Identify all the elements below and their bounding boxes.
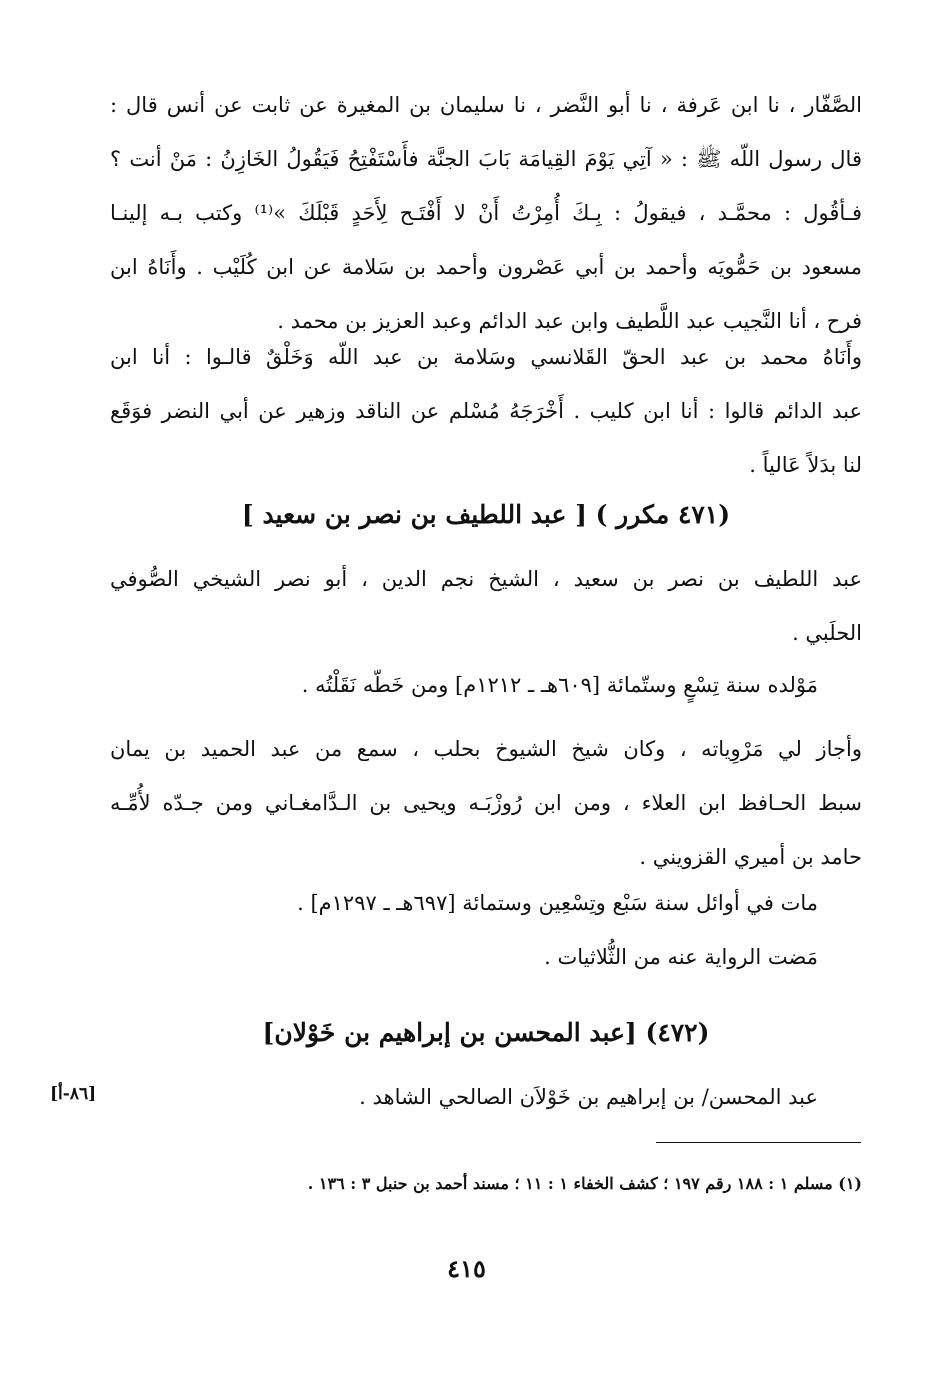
text-line: لنا بدَلاً عَالياً .: [749, 453, 862, 477]
page-number: ٤١٥: [447, 1254, 486, 1283]
text-line: عبد الدائم قالوا : أنا ابن كليب . أَخْرَجَهُ مُسْلم عن الناقد وزهير عن أبي النضر فوَقَع: [110, 399, 862, 423]
footnote: (١) مسلم ١ : ١٨٨ رقم ١٩٧ ؛ كشف الخفاء ١ : ١١ ؛ مسند أحمد بن حنبل ٣ : ١٣٦ .: [307, 1174, 862, 1193]
text-line: الصَّفّار ، نا ابن عَرفة ، نا أبو النَّضر ، نا سليمان بن المغيرة عن ثابت عن أنس قال :: [110, 93, 862, 117]
text-line: فـأقُول : محمَّـد ، فيقولُ : بِـكَ أُمِرْتُ أَنْ لا أَفْتَـح لِأَحَدٍ قَبْلَكَ »⁽¹⁾ وكتب بـه إلينـا: [110, 201, 862, 225]
footnote-separator: [656, 1142, 861, 1143]
paragraph-hadith: [110, 78, 862, 348]
text-line: حامد بن أميري القزويني .: [639, 845, 862, 869]
paragraph-death: [110, 876, 862, 984]
manuscript-folio-reference: [٨٦-أ]: [50, 1084, 97, 1104]
paragraph-ijaza: [110, 722, 862, 884]
text-line: الحلَبي .: [792, 621, 862, 645]
text-line: مَوْلده سنة تِسْعٍ وستّمائة [٦٠٩هـ ـ ١٢١٢م] ومن خَطّه نَقَلْتُه .: [301, 673, 818, 697]
text-line: مسعود بن حَمُّويَه وأحمد بن أبي عَصْرون وأحمد بن سَلامة عن ابن كُلَيْب . وأَنَاهُ ابن: [110, 255, 862, 279]
text-line: مَضت الرواية عنه من الثُّلاثيات .: [544, 945, 818, 969]
paragraph-abd-al-muhsin: [110, 1070, 862, 1124]
text-line: سبط الحـافظ ابن العلاء ، ومن ابن رُوزْبَـه ويحيى بن الـدَّامغـاني ومن جـدّه لأُمِّـه: [110, 791, 862, 815]
entry-heading-472: (٤٧٢) [عبد المحسن بن إبراهيم بن خَوْلان]: [262, 1018, 710, 1047]
entry-heading-471: (٤٧١ مكرر ) [ عبد اللطيف بن نصر بن سعيد ]: [241, 500, 731, 529]
text-line: وأَنَاهُ محمد بن عبد الحقّ القَلانسي وسَلامة بن عبد اللّه وَخَلْقٌ قالـوا : أنا ابن: [110, 345, 862, 369]
text-line: عبد اللطيف بن نصر بن سعيد ، الشيخ نجم الدين ، أبو نصر الشيخي الصُّوفي: [110, 567, 862, 591]
paragraph-isnad: [110, 330, 862, 492]
text-line: قال رسول اللّه ﷺ : « آتِي يَوْمَ القِيامَة بَابَ الجنَّة فأَسْتَفْتِحُ فَيَقُولُ الخَازِنُ : مَنْ أنت ؟: [110, 147, 862, 171]
paragraph-birth: [110, 658, 862, 712]
text-line: وأجاز لي مَرْوِياته ، وكان شيخ الشيوخ بحلب ، سمع من عبد الحميد بن يمان: [110, 737, 862, 761]
text-line: عبد المحسن/ بن إبراهيم بن خَوْلاَن الصالحي الشاهد .: [359, 1085, 818, 1109]
text-line: مات في أوائل سنة سَبْع وتِسْعِين وستمائة [٦٩٧هـ ـ ١٢٩٧م] .: [297, 891, 818, 915]
paragraph-biography-name: [110, 552, 862, 660]
text-line: فرح ، أنا النَّجيب عبد اللَّطيف وابن عبد الدائم وعبد العزيز بن محمد .: [277, 309, 862, 333]
